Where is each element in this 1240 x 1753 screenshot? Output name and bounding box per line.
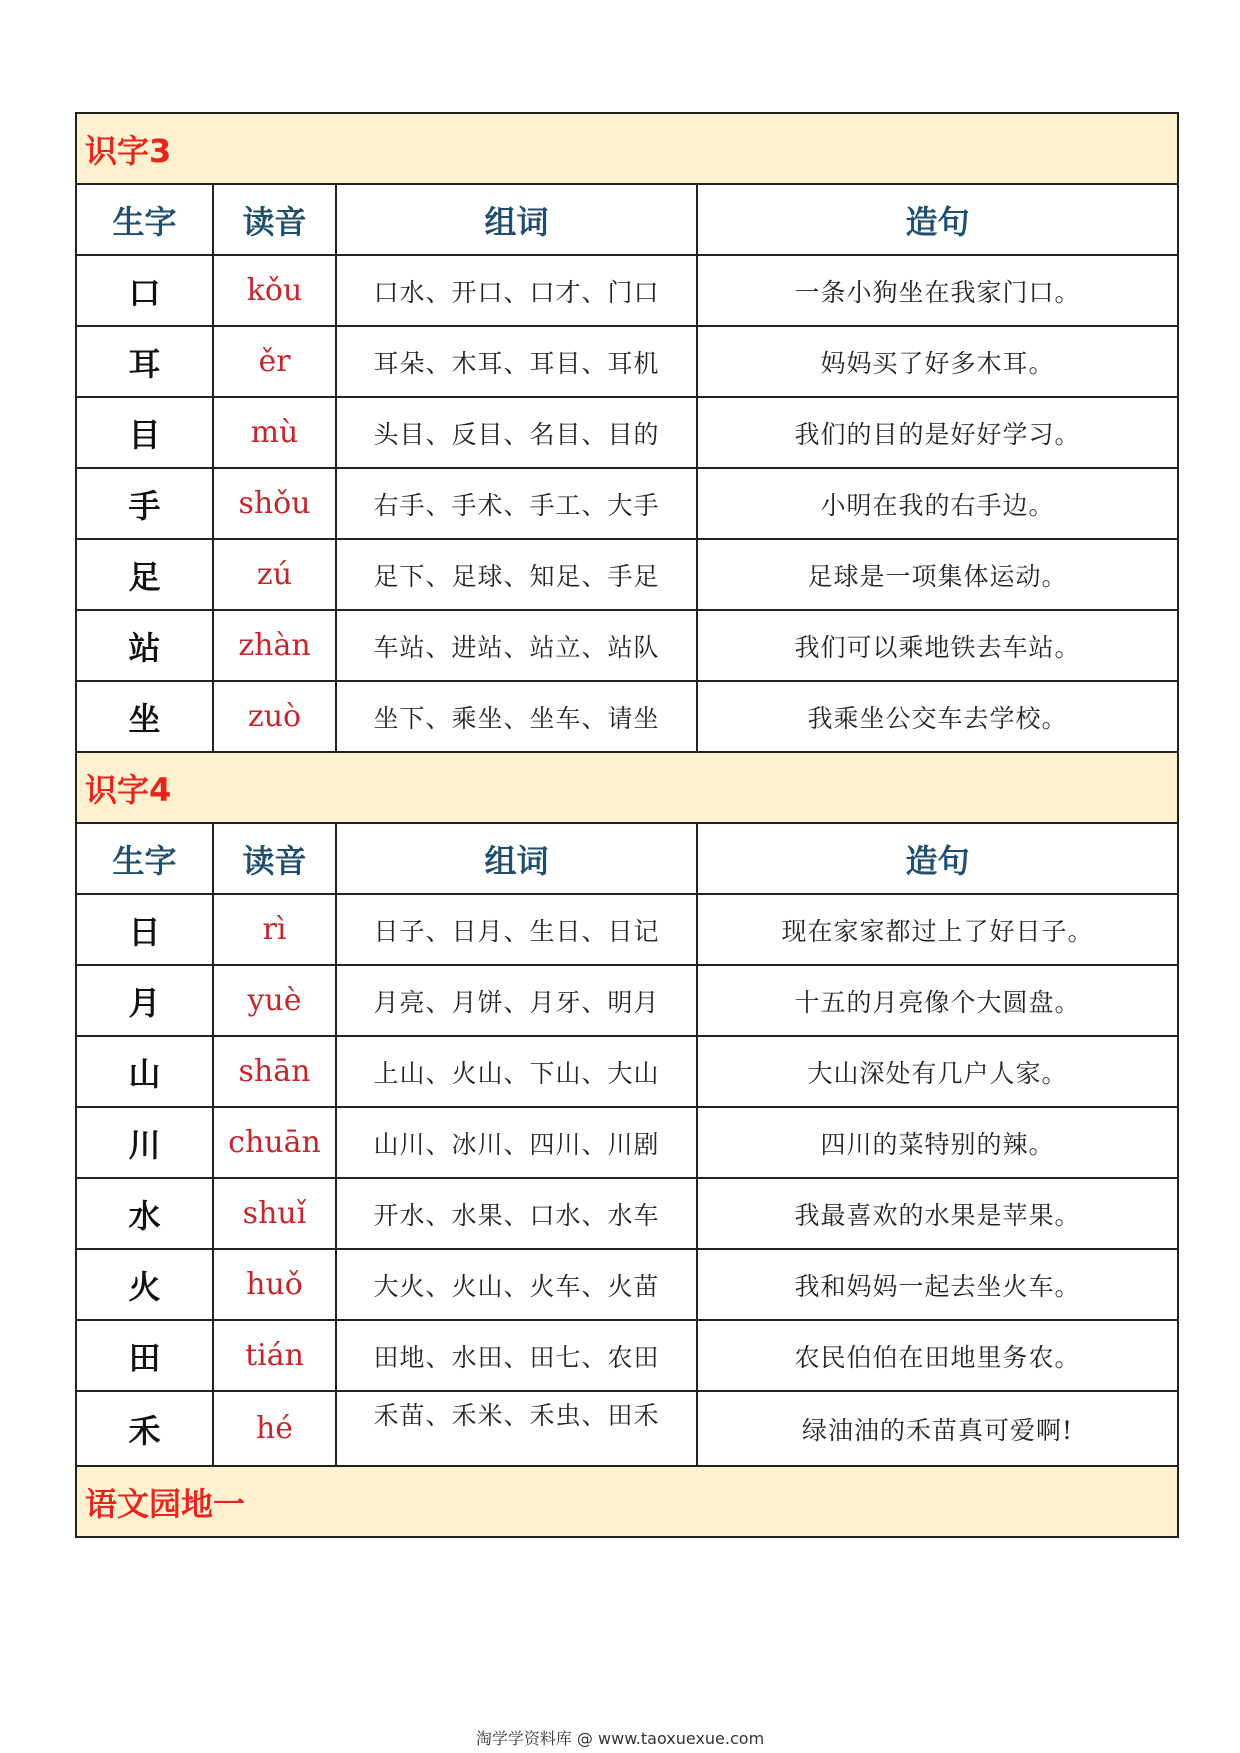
- character-cell: 山: [76, 1036, 213, 1107]
- character-cell: 禾: [76, 1391, 213, 1466]
- character-cell: 坐: [76, 681, 213, 752]
- pinyin-cell: kǒu: [213, 255, 336, 326]
- words-cell: 田地、水田、田七、农田: [336, 1320, 697, 1391]
- character-cell: 日: [76, 894, 213, 965]
- page-footer: 淘学学资料库 @ www.taoxuexue.com: [475, 1729, 765, 1748]
- sentence-cell: 我们的目的是好好学习。: [697, 397, 1178, 468]
- sentence-cell: 我们可以乘地铁去车站。: [697, 610, 1178, 681]
- pinyin-cell: zuò: [213, 681, 336, 752]
- character-cell: 川: [76, 1107, 213, 1178]
- character-cell: 口: [76, 255, 213, 326]
- pinyin-cell: yuè: [213, 965, 336, 1036]
- words-cell: 月亮、月饼、月牙、明月: [336, 965, 697, 1036]
- table-row: [76, 255, 1178, 326]
- header-sentence: 造句: [697, 184, 1178, 255]
- table-row: [76, 610, 1178, 681]
- words-cell: 足下、足球、知足、手足: [336, 539, 697, 610]
- table-row: [76, 468, 1178, 539]
- words-cell: 上山、火山、下山、大山: [336, 1036, 697, 1107]
- character-cell: 月: [76, 965, 213, 1036]
- table-row: [76, 1320, 1178, 1391]
- sentence-cell: 现在家家都过上了好日子。: [697, 894, 1178, 965]
- sentence-cell: 四川的菜特别的辣。: [697, 1107, 1178, 1178]
- words-cell: 大火、火山、火车、火苗: [336, 1249, 697, 1320]
- pinyin-cell: tián: [213, 1320, 336, 1391]
- sentence-cell: 小明在我的右手边。: [697, 468, 1178, 539]
- character-cell: 手: [76, 468, 213, 539]
- vocabulary-table-body: [76, 113, 1178, 1537]
- table-row: [76, 1391, 1178, 1466]
- section-title-row: [76, 752, 1178, 823]
- header-pinyin: 读音: [213, 184, 336, 255]
- words-cell: 口水、开口、口才、门口: [336, 255, 697, 326]
- section-title: 识字3: [76, 113, 1178, 184]
- pinyin-cell: ěr: [213, 326, 336, 397]
- character-cell: 足: [76, 539, 213, 610]
- words-cell: 车站、进站、站立、站队: [336, 610, 697, 681]
- table-row: [76, 397, 1178, 468]
- character-cell: 田: [76, 1320, 213, 1391]
- table-row: [76, 1249, 1178, 1320]
- sentence-cell: 我最喜欢的水果是苹果。: [697, 1178, 1178, 1249]
- column-header-row: [76, 823, 1178, 894]
- sentence-cell: 十五的月亮像个大圆盘。: [697, 965, 1178, 1036]
- header-char: 生字: [76, 184, 213, 255]
- words-cell: 开水、水果、口水、水车: [336, 1178, 697, 1249]
- sentence-cell: 我和妈妈一起去坐火车。: [697, 1249, 1178, 1320]
- table-row: [76, 326, 1178, 397]
- words-cell: 山川、冰川、四川、川剧: [336, 1107, 697, 1178]
- header-words: 组词: [336, 823, 697, 894]
- character-cell: 站: [76, 610, 213, 681]
- table-row: [76, 894, 1178, 965]
- pinyin-cell: huǒ: [213, 1249, 336, 1320]
- section-title-row: [76, 113, 1178, 184]
- header-char: 生字: [76, 823, 213, 894]
- sentence-cell: 大山深处有几户人家。: [697, 1036, 1178, 1107]
- sentence-cell: 足球是一项集体运动。: [697, 539, 1178, 610]
- pinyin-cell: mù: [213, 397, 336, 468]
- header-sentence: 造句: [697, 823, 1178, 894]
- character-cell: 火: [76, 1249, 213, 1320]
- sentence-cell: 绿油油的禾苗真可爱啊!: [697, 1391, 1178, 1466]
- table-row: [76, 1178, 1178, 1249]
- words-cell: 右手、手术、手工、大手: [336, 468, 697, 539]
- column-header-row: [76, 184, 1178, 255]
- table-row: [76, 965, 1178, 1036]
- table-row: [76, 1036, 1178, 1107]
- header-words: 组词: [336, 184, 697, 255]
- pinyin-cell: zhàn: [213, 610, 336, 681]
- section-title: 语文园地一: [76, 1466, 1178, 1537]
- character-cell: 耳: [76, 326, 213, 397]
- table-row: [76, 681, 1178, 752]
- words-cell: 头目、反目、名目、目的: [336, 397, 697, 468]
- section-title-row: [76, 1466, 1178, 1537]
- header-pinyin: 读音: [213, 823, 336, 894]
- table-row: [76, 539, 1178, 610]
- words-cell: 坐下、乘坐、坐车、请坐: [336, 681, 697, 752]
- pinyin-cell: shuǐ: [213, 1178, 336, 1249]
- table-row: [76, 1107, 1178, 1178]
- sentence-cell: 农民伯伯在田地里务农。: [697, 1320, 1178, 1391]
- words-cell: 日子、日月、生日、日记: [336, 894, 697, 965]
- pinyin-cell: shǒu: [213, 468, 336, 539]
- character-cell: 目: [76, 397, 213, 468]
- pinyin-cell: chuān: [213, 1107, 336, 1178]
- pinyin-cell: zú: [213, 539, 336, 610]
- pinyin-cell: shān: [213, 1036, 336, 1107]
- character-cell: 水: [76, 1178, 213, 1249]
- pinyin-cell: hé: [213, 1391, 336, 1466]
- sentence-cell: 一条小狗坐在我家门口。: [697, 255, 1178, 326]
- words-cell: 耳朵、木耳、耳目、耳机: [336, 326, 697, 397]
- sentence-cell: 妈妈买了好多木耳。: [697, 326, 1178, 397]
- words-cell: 禾苗、禾米、禾虫、田禾: [336, 1391, 697, 1466]
- pinyin-cell: rì: [213, 894, 336, 965]
- vocabulary-table: [75, 112, 1179, 1538]
- section-title: 识字4: [76, 752, 1178, 823]
- sentence-cell: 我乘坐公交车去学校。: [697, 681, 1178, 752]
